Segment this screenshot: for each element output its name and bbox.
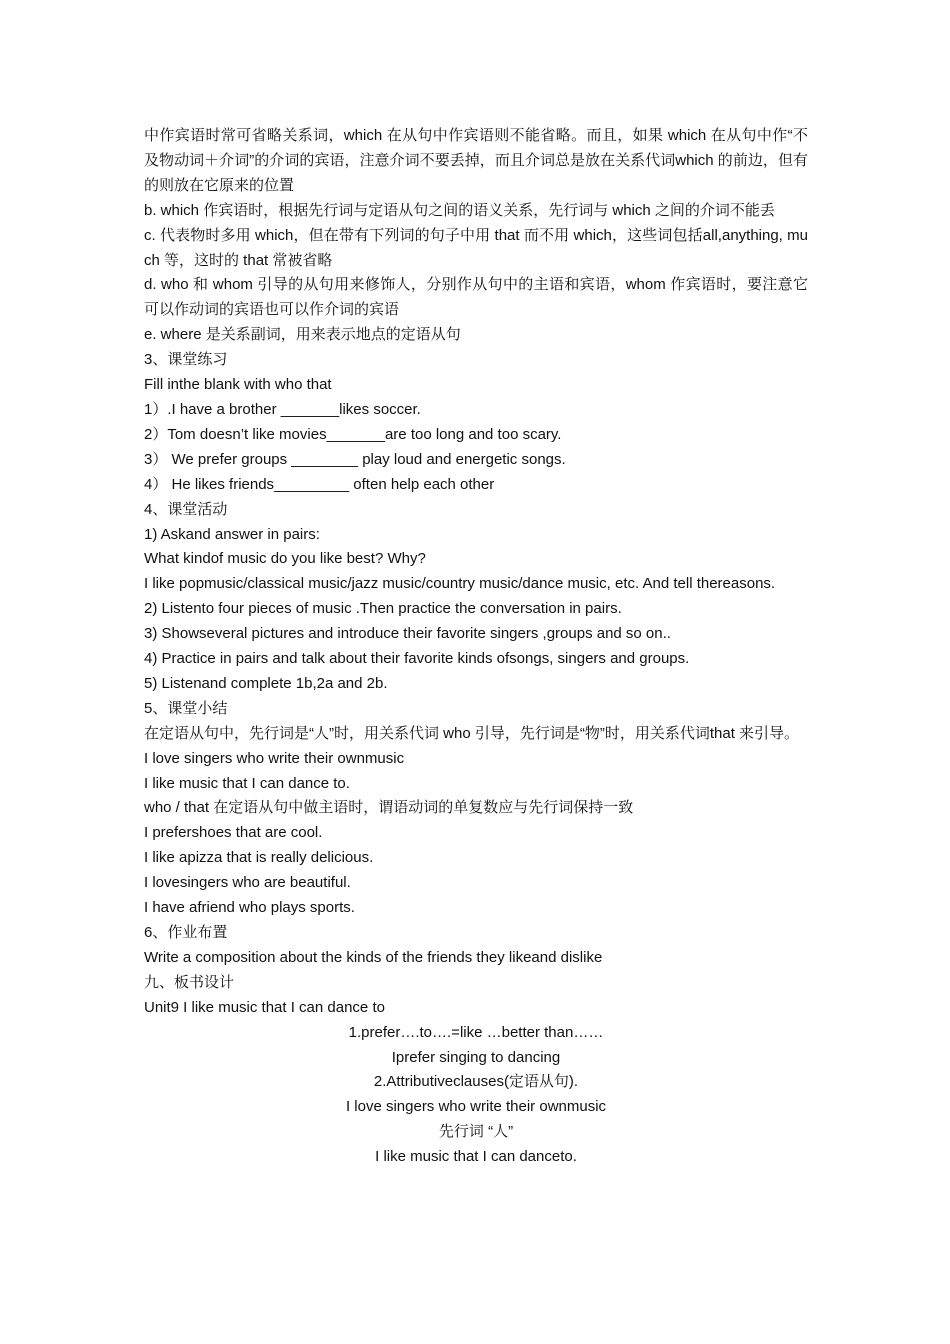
homework-task: Write a composition about the kinds of the friends they likeand dislike <box>144 948 603 966</box>
activity-item-5: 5) Listenand complete 1b,2a and 2b. <box>144 674 388 692</box>
section-heading-summary: 5、课堂小结 <box>144 699 228 717</box>
exercise-item-2: 2）Tom doesn’t like movies_______are too long and too scary. <box>144 425 562 443</box>
summary-example-1: I love singers who write their ownmusic <box>144 749 405 767</box>
paragraph-which-object-preposition: b. which 作宾语时，根据先行词与定语从句之间的语义关系，先行词与 which 之间的介词不能丢 <box>144 201 775 219</box>
blackboard-point-2: 2.Attributiveclauses(定语从句). <box>373 1073 579 1091</box>
document-page <box>144 124 808 1170</box>
blackboard-example-1: Iprefer singing to dancing <box>391 1048 561 1066</box>
activity-item-3: 3) Showseveral pictures and introduce their favorite singers ,groups and so on.. <box>144 625 671 643</box>
summary-rule: 在定语从句中，先行词是“人”时，用关系代词 who 引导，先行词是“物”时，用关系代词that 来引导。 <box>144 724 800 742</box>
summary-example-2: I like music that I can dance to. <box>144 774 350 792</box>
activity-question: What kindof music do you like best? Why? <box>144 550 426 568</box>
activity-answer-example: I like popmusic/classical music/jazz music/country music/dance music, etc. And tell thereasons. <box>144 575 776 593</box>
summary-example-3: I prefershoes that are cool. <box>144 824 323 842</box>
activity-item-4: 4) Practice in pairs and talk about their favorite kinds ofsongs, singers and groups. <box>144 650 690 668</box>
blackboard-antecedent-note: 先行词 “人” <box>438 1123 514 1141</box>
section-heading-blackboard-design: 九、板书设计 <box>144 973 235 991</box>
activity-item-2: 2) Listento four pieces of music .Then practice the conversation in pairs. <box>144 600 622 618</box>
blackboard-example-2: I love singers who write their ownmusic <box>345 1098 607 1116</box>
summary-example-4: I like apizza that is really delicious. <box>144 849 374 867</box>
section-heading-classroom-activity: 4、课堂活动 <box>144 500 228 518</box>
blackboard-point-1: 1.prefer….to….=like …better than…… <box>348 1023 604 1041</box>
exercise-item-4: 4） He likes friends_________ often help each other <box>144 475 495 493</box>
section-heading-homework: 6、作业布置 <box>144 924 228 941</box>
exercise-item-1: 1）.I have a brother _______likes soccer. <box>144 400 421 418</box>
paragraph-who-whom: d. who 和 whom 引导的从句用来修饰人，分别作从句中的主语和宾语，whom 作宾语时，要注意它可以作动词的宾语也可以作介词的宾语 <box>144 276 808 319</box>
summary-example-5: I lovesingers who are beautiful. <box>144 874 351 892</box>
activity-item-1: 1) Askand answer in pairs: <box>144 525 320 543</box>
exercise-instruction: Fill inthe blank with who that <box>144 376 332 394</box>
paragraph-where: e. where 是关系副词，用来表示地点的定语从句 <box>144 326 461 344</box>
blackboard-unit-title: Unit9 I like music that I can dance to <box>144 998 385 1016</box>
blackboard-example-3: I like music that I can danceto. <box>375 1148 577 1166</box>
summary-agreement-rule: who / that 在定语从句中做主语时，谓语动词的单复数应与先行词保持一致 <box>144 799 634 817</box>
section-heading-classroom-practice: 3、课堂练习 <box>144 351 228 369</box>
paragraph-which-object-omission: 中作宾语时常可省略关系词，which 在从句中作宾语则不能省略。而且，如果 which 在从句中作“不及物动词＋介词”的介词的宾语，注意介词不要丢掉，而且介词总是放在关系代词which 的前边，但有的则放在它原来的位置 <box>144 127 808 194</box>
summary-example-6: I have afriend who plays sports. <box>144 899 355 917</box>
exercise-item-3: 3） We prefer groups ________ play loud and energetic songs. <box>144 450 566 468</box>
paragraph-that-not-which: c. 代表物时多用 which，但在带有下列词的句子中用 that 而不用 which，这些词包括all,anything, much 等，这时的 that 常被省略 <box>144 226 808 269</box>
